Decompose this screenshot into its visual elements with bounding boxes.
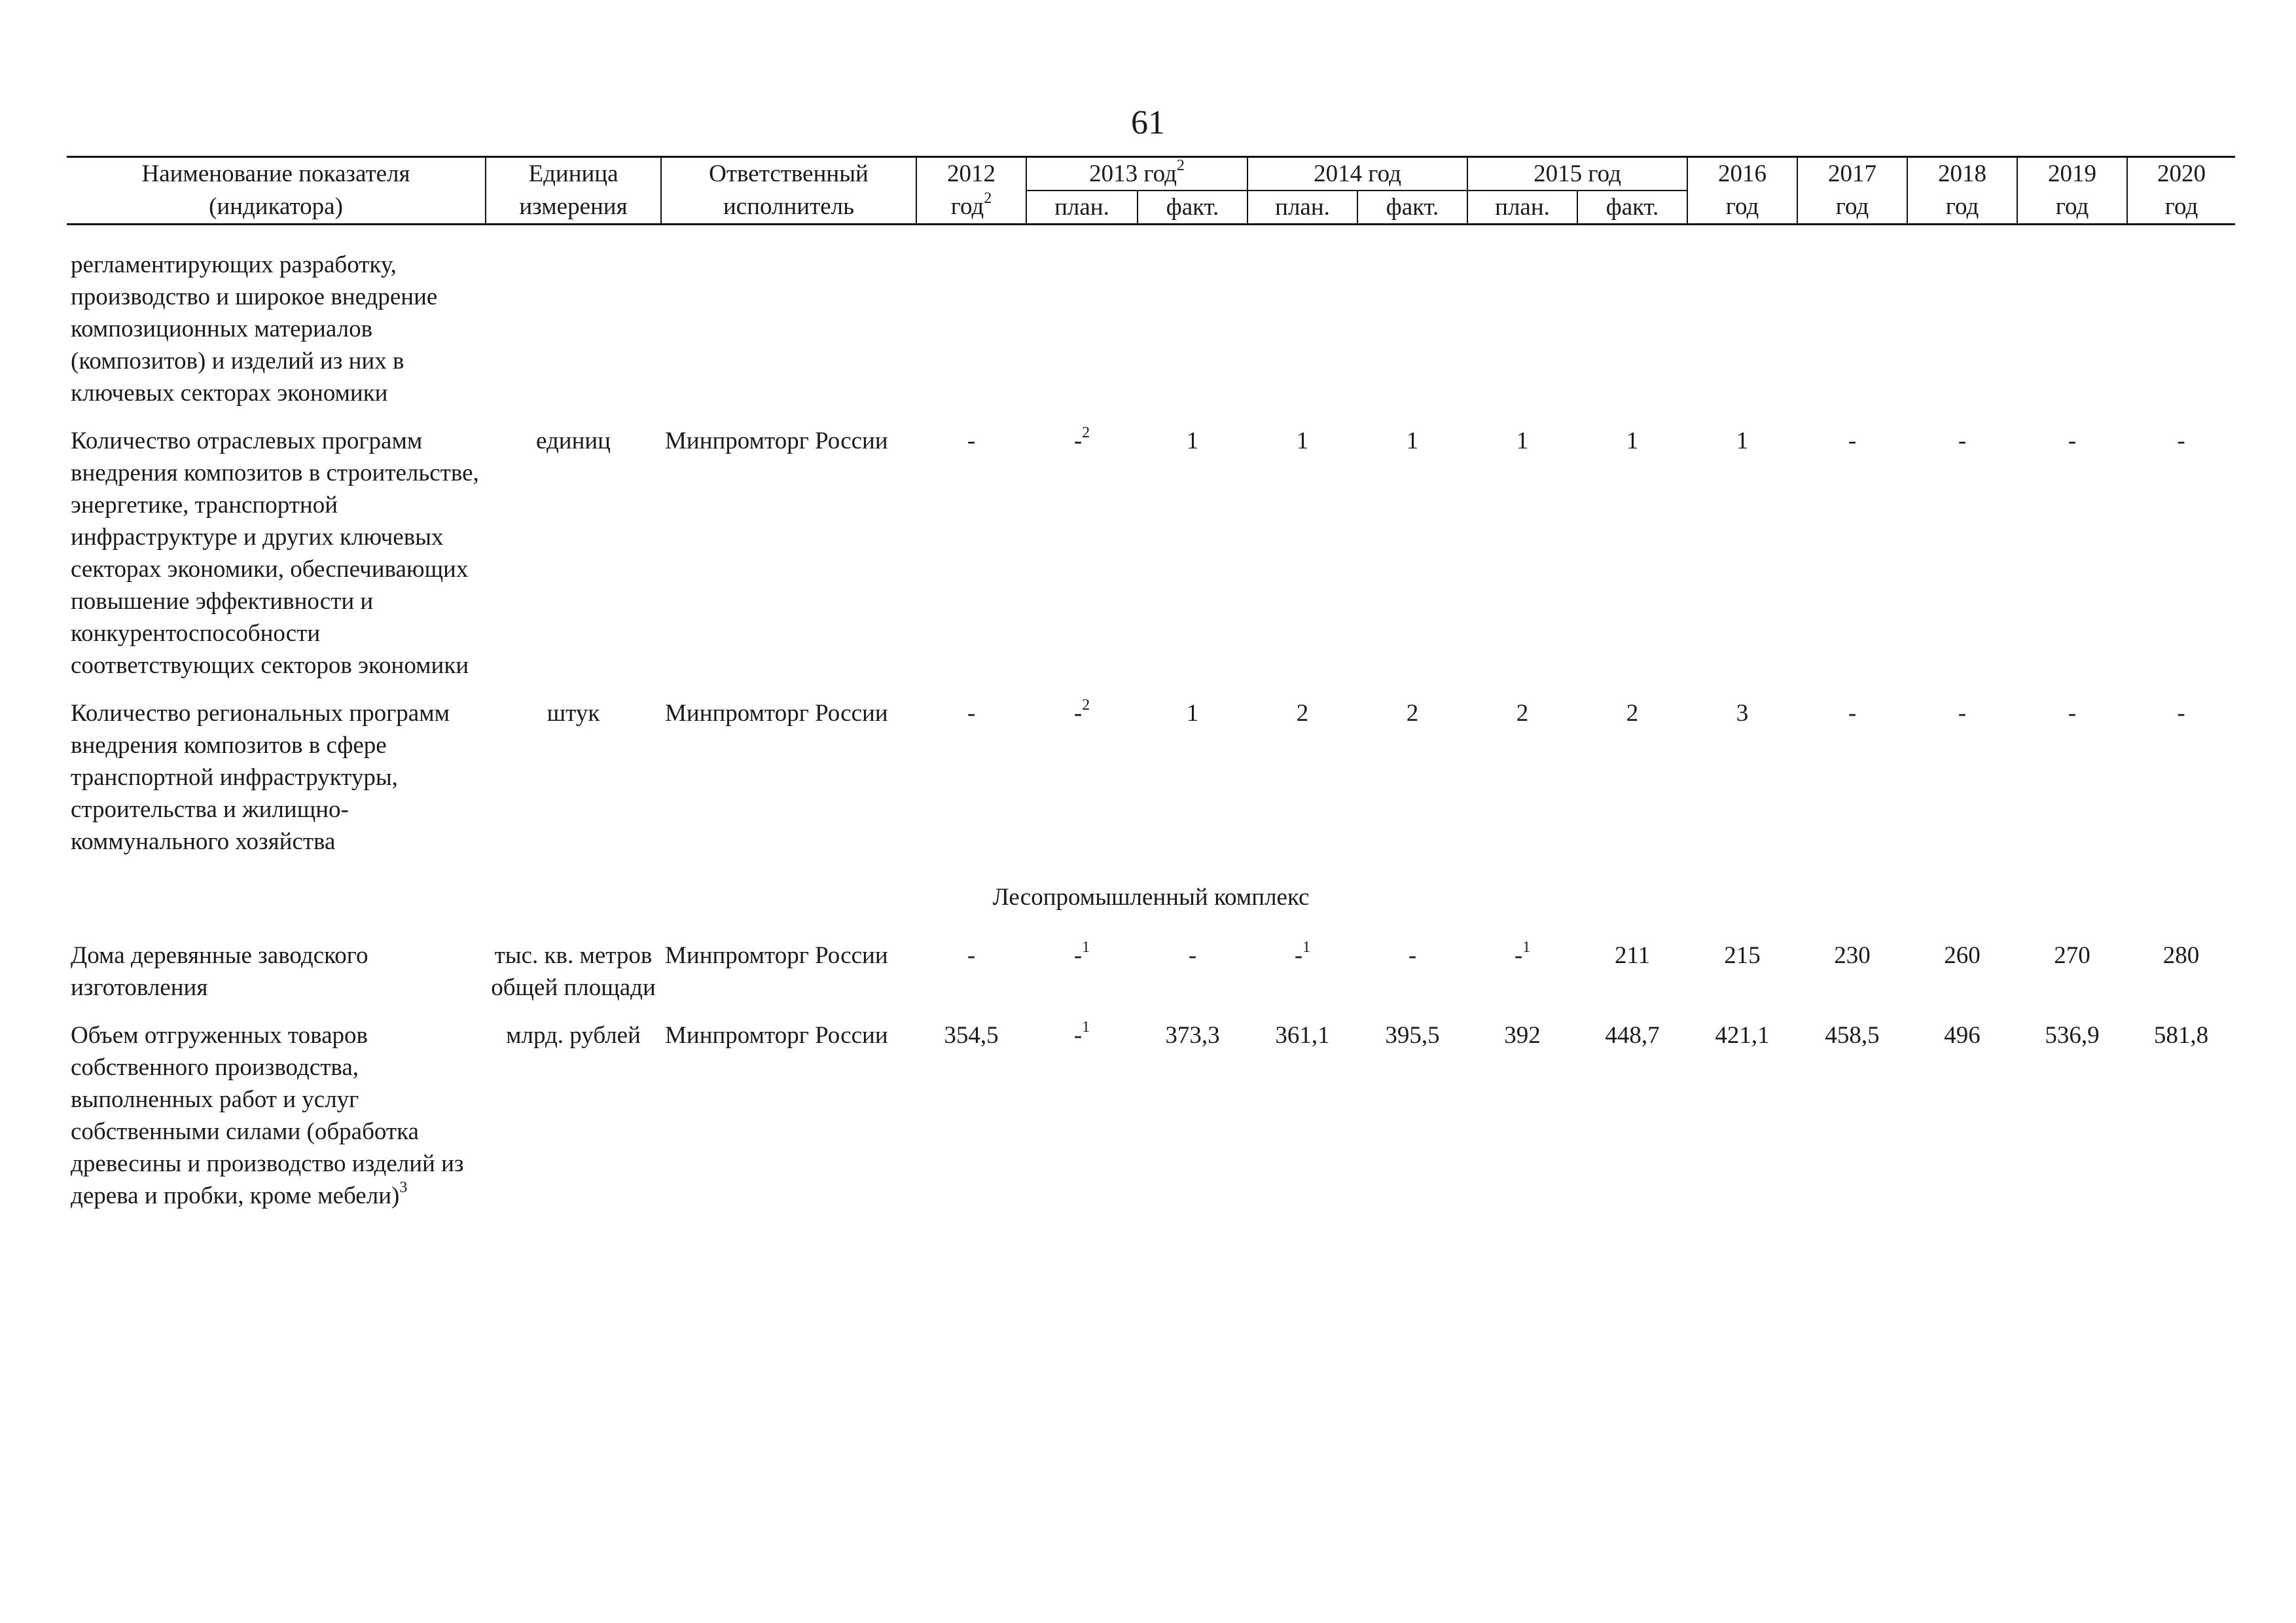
col-2013-header (1026, 157, 1247, 191)
col-2020-header: 2020 (2127, 157, 2235, 191)
col-responsible-header: Ответственный (661, 157, 916, 191)
value-cell (1247, 697, 1357, 873)
value-cell (1247, 425, 1357, 697)
unit-cell: штук (547, 700, 600, 727)
value-cell (1577, 939, 1687, 1019)
page-number: 61 (1131, 104, 1165, 141)
value-cell (1467, 425, 1577, 697)
value-text: 361,1 (1275, 1022, 1330, 1049)
table-header (67, 157, 2235, 225)
indicator-name (67, 697, 486, 873)
value-cell (1797, 1019, 1907, 1228)
value-text: - (2068, 428, 2077, 454)
table-row (67, 697, 2235, 873)
unit-cell: тыс. кв. метров общей площади (491, 942, 656, 1001)
col-2013-fact: факт. (1138, 191, 1247, 225)
col-2014-header: 2014 год (1247, 157, 1467, 191)
col-2013-label: 2013 год (1089, 160, 1177, 187)
value-cell (1687, 425, 1797, 697)
indicators-table (67, 156, 2235, 1228)
indicator-name-text: Количество отраслевых программ внедрения композитов в строительстве, энергетике, транспортной инфраструктуре и других ключевых секторах экономики, обеспечивающих повышение эффективности и конкурентоспособности соответствующих секторов экономики (71, 428, 479, 679)
value-text: - (1848, 428, 1857, 454)
value-footnote: 2 (1082, 696, 1090, 714)
value-cell (1907, 1019, 2017, 1228)
value-cell (1687, 939, 1797, 1019)
value-text: 215 (1724, 942, 1761, 969)
value-text: - (1073, 1022, 1083, 1049)
responsible-cell: Минпромторг России (665, 1022, 888, 1049)
col-2019-god: год (2017, 191, 2127, 225)
col-2012-header: 2012 (916, 157, 1026, 191)
value-cell (2127, 939, 2235, 1019)
responsible-cell: Минпромторг России (665, 700, 888, 727)
value-text: 1 (1516, 428, 1529, 454)
value-text: 1 (1406, 428, 1419, 454)
value-text: - (2177, 428, 2185, 454)
value-cell (2017, 939, 2127, 1019)
value-cell (1357, 1019, 1467, 1228)
value-cell (1687, 1019, 1797, 1228)
value-text: 373,3 (1165, 1022, 1220, 1049)
col-responsible-header-2: исполнитель (661, 191, 916, 225)
col-2017-god: год (1797, 191, 1907, 225)
indicator-name-text: Дома деревянные заводского изготовления (71, 942, 368, 1001)
value-text: 536,9 (2045, 1022, 2100, 1049)
col-2012-header-2 (916, 191, 1026, 225)
value-cell (1907, 939, 2017, 1019)
value-text: 1 (1186, 428, 1199, 454)
value-text: 211 (1614, 942, 1651, 969)
col-name-header: Наименование показателя (67, 157, 486, 191)
value-text: 392 (1504, 1022, 1541, 1049)
value-text: - (1848, 700, 1857, 727)
value-cell (1026, 1019, 1138, 1228)
value-text: 395,5 (1385, 1022, 1440, 1049)
indicator-name-text: Количество региональных программ внедрения композитов в сфере транспортной инфраструктуры, строительства и жилищно-коммунального хозяйства (71, 700, 450, 855)
value-footnote: 2 (1082, 424, 1090, 441)
value-text: - (2068, 700, 2077, 727)
value-cell (916, 697, 1026, 873)
value-cell (916, 425, 1026, 697)
value-text: 2 (1296, 700, 1309, 727)
value-footnote: 1 (1302, 938, 1311, 956)
value-cell (1797, 425, 1907, 697)
value-cell (1687, 697, 1797, 873)
value-text: 2 (1516, 700, 1529, 727)
value-text: 260 (1944, 942, 1981, 969)
col-2015-header: 2015 год (1467, 157, 1687, 191)
col-2014-fact: факт. (1357, 191, 1467, 225)
value-cell (1577, 697, 1687, 873)
value-cell (1577, 425, 1687, 697)
value-cell (1026, 425, 1138, 697)
value-cell (2127, 1019, 2235, 1228)
indicator-name-continuation: регламентирующих разработку, производство и широкое внедрение композиционных материалов (композитов) и изделий из них в ключевых секторах экономики (71, 251, 438, 407)
col-2012-footnote: 2 (984, 189, 992, 207)
col-2016-god: год (1687, 191, 1797, 225)
responsible-cell: Минпромторг России (665, 942, 888, 969)
value-footnote: 1 (1522, 938, 1531, 956)
value-cell (1467, 939, 1577, 1019)
indicator-name (67, 1019, 486, 1228)
col-name-header-2: (индикатора) (67, 191, 486, 225)
value-text: 280 (2162, 942, 2200, 969)
value-text: 421,1 (1715, 1022, 1770, 1049)
value-text: 230 (1834, 942, 1871, 969)
value-text: 581,8 (2153, 1022, 2209, 1049)
value-text: 448,7 (1605, 1022, 1660, 1049)
value-cell (1467, 1019, 1577, 1228)
indicator-name-text: Объем отгруженных товаров собственного производства, выполненных работ и услуг собственными силами (обработка древесины и производство изделий из дерева и пробки, кроме мебели) (71, 1022, 464, 1209)
value-text: 270 (2054, 942, 2090, 969)
value-text: - (967, 942, 976, 969)
col-2018-header: 2018 (1907, 157, 2017, 191)
value-text: - (1958, 700, 1967, 727)
value-text: 458,5 (1825, 1022, 1880, 1049)
col-2013-plan: план. (1026, 191, 1138, 225)
value-cell (1138, 425, 1247, 697)
table-body (67, 225, 2235, 1228)
value-text: 2 (1626, 700, 1639, 727)
value-text: - (1073, 942, 1083, 969)
value-text: 1 (1626, 428, 1639, 454)
indicator-name (67, 425, 486, 697)
table-row (67, 1019, 2235, 1228)
unit-cell: млрд. рублей (506, 1022, 641, 1049)
value-cell (916, 939, 1026, 1019)
col-2015-plan: план. (1467, 191, 1577, 225)
value-cell (1577, 1019, 1687, 1228)
value-text: - (1514, 942, 1523, 969)
col-2016-header: 2016 (1687, 157, 1797, 191)
value-text: - (1408, 942, 1417, 969)
value-cell (1247, 1019, 1357, 1228)
value-cell (916, 1019, 1026, 1228)
col-unit-header-2: измерения (486, 191, 661, 225)
value-text: 1 (1736, 428, 1749, 454)
table-row (67, 249, 2235, 425)
value-cell (1797, 939, 1907, 1019)
col-2013-footnote: 2 (1176, 156, 1185, 174)
indicator-name (67, 939, 486, 1019)
col-2017-header: 2017 (1797, 157, 1907, 191)
col-unit-header: Единица (486, 157, 661, 191)
value-cell (1247, 939, 1357, 1019)
value-cell (2017, 425, 2127, 697)
value-cell (2127, 425, 2235, 697)
value-cell (1357, 697, 1467, 873)
value-text: - (967, 428, 976, 454)
section-title: Лесопромышленный комплекс (992, 884, 1310, 911)
col-2018-god: год (1907, 191, 2017, 225)
table-row (67, 939, 2235, 1019)
value-text: 3 (1736, 700, 1749, 727)
col-2015-fact: факт. (1577, 191, 1687, 225)
value-cell (1357, 939, 1467, 1019)
col-2019-header: 2019 (2017, 157, 2127, 191)
value-cell (1907, 697, 2017, 873)
value-text: - (1073, 428, 1083, 454)
col-2014-plan: план. (1247, 191, 1357, 225)
value-cell (1907, 425, 2017, 697)
value-text: - (1073, 700, 1083, 727)
value-text: - (1188, 942, 1197, 969)
value-text: 496 (1944, 1022, 1981, 1049)
value-cell (1138, 697, 1247, 873)
value-text: 1 (1186, 700, 1199, 727)
value-text: 2 (1406, 700, 1419, 727)
table-row (67, 425, 2235, 697)
value-text: - (2177, 700, 2185, 727)
value-text: - (1294, 942, 1303, 969)
value-text: - (1958, 428, 1967, 454)
value-cell (1138, 939, 1247, 1019)
value-cell (2127, 697, 2235, 873)
value-cell (1026, 939, 1138, 1019)
unit-cell: единиц (536, 428, 611, 454)
value-cell (1138, 1019, 1247, 1228)
responsible-cell: Минпромторг России (665, 428, 888, 454)
value-cell (2017, 697, 2127, 873)
indicator-footnote: 3 (399, 1178, 408, 1196)
value-cell (1467, 697, 1577, 873)
value-cell (1357, 425, 1467, 697)
value-cell (1026, 697, 1138, 873)
value-footnote: 1 (1082, 938, 1090, 956)
col-2012-god: год (950, 193, 984, 220)
col-2020-god: год (2127, 191, 2235, 225)
value-text: 354,5 (944, 1022, 999, 1049)
value-footnote: 1 (1082, 1018, 1090, 1036)
value-cell (1797, 697, 1907, 873)
value-text: 1 (1296, 428, 1309, 454)
value-cell (2017, 1019, 2127, 1228)
value-text: - (967, 700, 976, 727)
section-row (67, 873, 2235, 939)
